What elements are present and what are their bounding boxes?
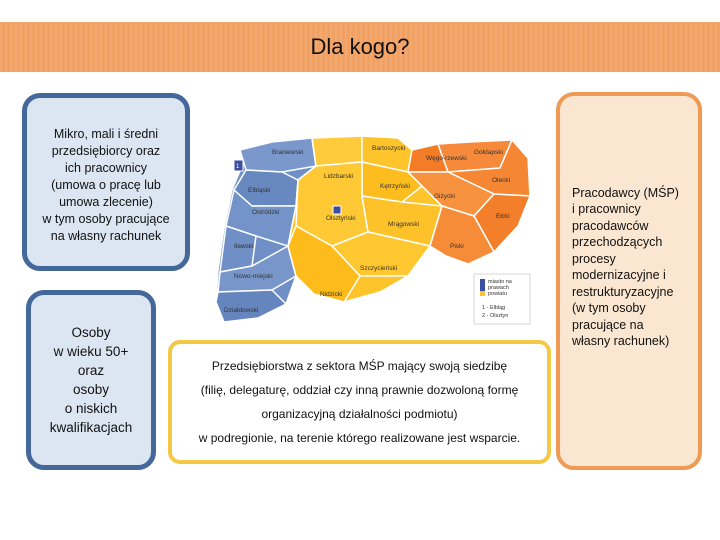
employers-text bbox=[560, 185, 685, 350]
text-line: Mikro, mali i średni bbox=[53, 126, 159, 141]
legend-title-line: prawach bbox=[488, 285, 509, 291]
region-map bbox=[212, 106, 546, 328]
text-line: pracujące na bbox=[572, 317, 644, 332]
text-line: oraz bbox=[77, 363, 105, 378]
micro-enterprises-box bbox=[22, 93, 190, 271]
text-line: o niskich bbox=[64, 401, 118, 416]
label-ostrodzki: Ostródzki bbox=[252, 209, 280, 216]
region-map-svg bbox=[212, 106, 546, 328]
label-goldapski: Gołdapski bbox=[474, 149, 503, 156]
text-line: w podregionie, na terenie którego realizowane jest wsparcie. bbox=[198, 431, 521, 445]
text-line: restrukturyzacyjne bbox=[572, 284, 674, 299]
label-gizycki: Giżycki bbox=[434, 193, 455, 200]
text-line: umowa zlecenie) bbox=[59, 194, 153, 209]
svg-text:1: 1 bbox=[236, 164, 240, 170]
micro-enterprises-text bbox=[34, 96, 177, 269]
text-line: ich pracownicy bbox=[65, 160, 147, 175]
label-ketrzynski: Kętrzyński bbox=[380, 183, 410, 190]
text-line: pracodawców bbox=[572, 218, 649, 233]
text-line: osoby bbox=[72, 382, 110, 397]
label-mragowski: Mrągowski bbox=[388, 221, 420, 228]
text-line: przechodzących bbox=[572, 235, 663, 249]
city-olsztyn-marker bbox=[333, 206, 341, 214]
text-line: (umowa o pracę lub bbox=[51, 177, 161, 192]
text-line: kwalifikacjach bbox=[49, 420, 133, 435]
label-olsztynski: Olsztyński bbox=[326, 215, 356, 222]
text-line: i pracownicy bbox=[572, 202, 641, 216]
text-line: organizacyjną działalności podmiotu) bbox=[261, 407, 458, 421]
label-lidzbarski: Lidzbarski bbox=[324, 173, 354, 180]
enterprises-box bbox=[168, 340, 551, 464]
text-line: (w tym osoby bbox=[572, 301, 646, 315]
label-braniewski: Braniewski bbox=[272, 149, 304, 156]
enterprises-text bbox=[199, 354, 521, 450]
legend-swatch bbox=[480, 291, 485, 296]
label-nowomiejski: Nowo-miejski bbox=[234, 273, 273, 280]
legend-title-line: powiatu bbox=[488, 291, 507, 297]
county-dzialdowski bbox=[216, 290, 286, 322]
label-ilawski: Iławski bbox=[234, 243, 254, 250]
text-line: w tym osoby pracujące bbox=[42, 211, 170, 226]
label-piski: Piski bbox=[450, 243, 464, 250]
title-bar bbox=[0, 22, 720, 72]
text-line: własny rachunek) bbox=[572, 334, 670, 348]
text-line: w wieku 50+ bbox=[53, 344, 129, 359]
map-legend bbox=[474, 274, 530, 324]
text-line: modernizacyjne i bbox=[572, 268, 666, 282]
label-olecki: Olecki bbox=[492, 177, 511, 184]
county-lidzbarski bbox=[312, 136, 362, 166]
text-line: Pracodawcy (MŚP) bbox=[572, 185, 679, 200]
legend-item: 1 - Elbląg bbox=[482, 305, 506, 311]
legend-item: 2 - Olsztyn bbox=[482, 313, 509, 319]
text-line: Przedsiębiorstwa z sektora MŚP mający swoją siedzibę bbox=[211, 359, 508, 373]
text-line: na własny rachunek bbox=[50, 228, 162, 243]
text-line: procesy bbox=[572, 251, 616, 266]
label-bartoszycki: Bartoszycki bbox=[372, 145, 406, 152]
label-elblaski: Elbląski bbox=[248, 187, 271, 194]
persons-50plus-text bbox=[50, 323, 133, 437]
label-nidzicki: Nidzicki bbox=[320, 291, 343, 298]
legend-title-line: miasto na bbox=[488, 279, 512, 285]
label-szczycienski: Szczycieński bbox=[360, 265, 398, 272]
label-elcki: Ełcki bbox=[496, 213, 510, 220]
page-title: Dla kogo? bbox=[310, 34, 410, 59]
employers-box bbox=[556, 92, 702, 470]
legend-swatch bbox=[480, 279, 485, 291]
text-line: (filię, delegaturę, oddział czy inną prawnie dozwoloną formę bbox=[200, 383, 519, 397]
label-wegorzewski: Węgo-rzewski bbox=[426, 155, 467, 162]
persons-50plus-box bbox=[26, 290, 156, 470]
label-dzialdowski: Działdowski bbox=[224, 307, 259, 314]
text-line: przedsiębiorcy oraz bbox=[51, 143, 161, 158]
text-line: Osoby bbox=[71, 325, 111, 340]
